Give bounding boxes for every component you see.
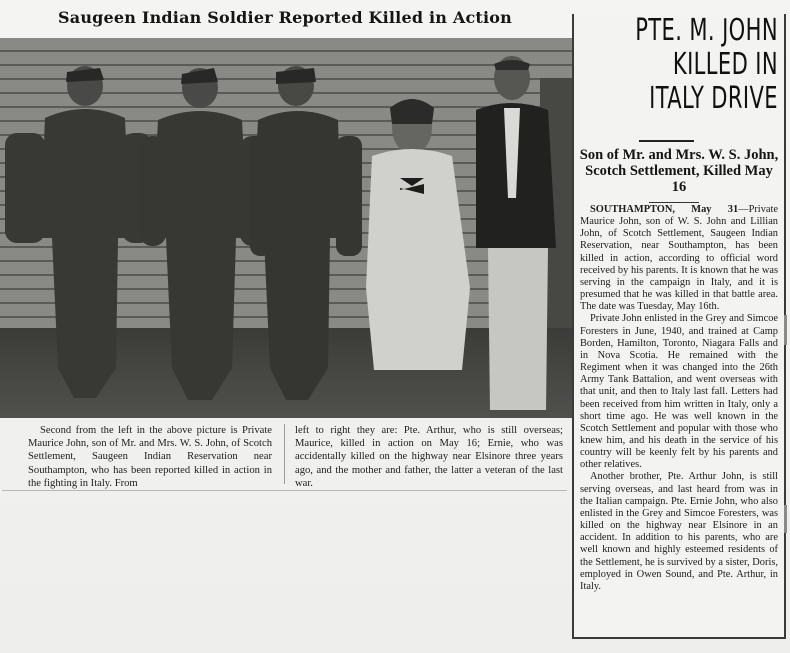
photo-caption-column-2: left to right they are: Pte. Arthur, who is still overseas; Maurice, killed in action on May 16; Ernie, who was accidentally killed on the highway near Elsinore three years ago, and the mother and father, the latter a veteran of the last war. <box>295 425 563 489</box>
article-subhead: Son of Mr. and Mrs. W. S. John, Scotch Settlement, Killed May 16 <box>579 147 779 195</box>
photo-caption-column-1: Second from the left in the above picture is Private Maurice John, son of Mr. and Mrs. W. S. John, of Scotch Settlement, Saugeen Indian Reservation near Southampton, who has been reported killed in action in the fighting in Italy. From <box>28 425 272 489</box>
article-body <box>580 204 778 593</box>
column-bottom-border <box>574 637 784 639</box>
headline-line-2: KILLED IN <box>672 47 778 82</box>
headline-rule <box>639 140 694 142</box>
photo-headline: Saugeen Indian Soldier Reported Killed in Action <box>58 8 512 27</box>
headline-line-1: PTE. M. JOHN <box>635 13 778 48</box>
subhead-rule <box>649 202 699 203</box>
dateline: SOUTHAMPTON, May 31 <box>590 204 739 215</box>
paragraph-1-text: —Private Maurice John, son of W. S. John and Lillian John, of Scotch Settlement, Saugeen Indian Reservation, near Southampton, has been killed in action, according to official word received by his parents. It is known that he was serving in the campaign in Italy, and it is presumed that he was killed in that battle area. The date was Tuesday, May 16th. <box>580 204 778 313</box>
margin-mark <box>784 315 787 345</box>
obituary-article <box>572 14 786 639</box>
caption-column-rule <box>284 424 285 484</box>
article-paragraph <box>580 204 778 313</box>
headline-line-3: ITALY DRIVE <box>649 81 778 116</box>
margin-mark <box>784 505 787 533</box>
caption-bottom-rule <box>2 490 567 491</box>
family-photo <box>0 38 572 418</box>
article-headline <box>625 14 778 116</box>
article-paragraph: Another brother, Pte. Arthur John, is still serving overseas, and last heard from was in the Italian campaign. Pte. Ernie John, who also enlisted in the Grey and Simcoe Foresters, was killed on the highway near Elsinore in an accident. In addition to his parents, who are well known and highly esteemed residents of the Settlement, he is survived by a sister, Doris, employed in Owen Sound, and Pte. Arthur, in Italy. <box>580 471 778 592</box>
article-paragraph: Private John enlisted in the Grey and Simcoe Foresters in June, 1940, and trained at Camp Borden, Hamilton, Toronto, Niagara Falls and in Nova Scotia. He remained with the Regiment when it was changed into the 26th Army Tank Battalion, and went overseas with that unit, and then to Italy last fall. Letters had been received from him written in Italy, only a short time ago. He was well known in the Scotch Settlement and popular with those who knew him, and his death in the service of his country will be keenly felt by his parents and other relatives. <box>580 313 778 471</box>
